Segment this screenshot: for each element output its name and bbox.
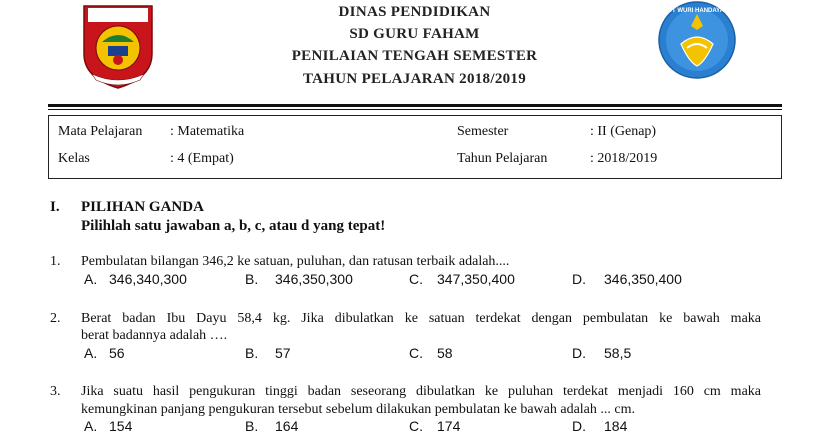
question-3-option-c-letter: C.	[409, 418, 423, 434]
question-1-option-a: 346,340,300	[109, 271, 187, 287]
question-2-option-a-letter: A.	[84, 345, 98, 361]
question-1-option-b: 346,350,300	[275, 271, 353, 287]
question-2-option-d: 58,5	[604, 345, 632, 361]
class-label: Kelas	[58, 151, 90, 166]
question-2-text-line-2: berat badannya adalah ….	[81, 328, 228, 343]
section-number: I.	[50, 199, 60, 215]
question-1-option-a-letter: A.	[84, 271, 98, 287]
question-2-option-c-letter: C.	[409, 345, 423, 361]
question-3-option-d: 184	[604, 418, 628, 434]
section-title: PILIHAN GANDA	[81, 199, 204, 215]
header-rule-thick	[48, 104, 782, 107]
question-1-option-d: 346,350,400	[604, 271, 682, 287]
subject-label: Mata Pelajaran	[58, 124, 143, 139]
question-1-number: 1.	[50, 254, 61, 269]
question-2-option-d-letter: D.	[572, 345, 586, 361]
header-line-1: DINAS PENDIDIKAN	[338, 4, 491, 20]
question-3-option-a-letter: A.	[84, 418, 98, 434]
header-rule-thin	[48, 109, 782, 110]
semester-label: Semester	[457, 124, 509, 139]
header-line-2: SD GURU FAHAM	[349, 26, 480, 42]
year-value: : 2018/2019	[590, 151, 658, 166]
question-3-number: 3.	[50, 384, 61, 399]
info-box	[48, 115, 782, 179]
question-2-option-b-letter: B.	[245, 345, 259, 361]
question-3-option-b: 164	[275, 418, 299, 434]
header-line-3: PENILAIAN TENGAH SEMESTER	[291, 48, 538, 64]
section-instruction: Pilihlah satu jawaban a, b, c, atau d yang tepat!	[81, 218, 386, 234]
question-2-text-line-1: Berat badan Ibu Dayu 58,4 kg. Jika dibulatkan ke satuan terdekat dengan pembulatan ke bawah maka	[81, 311, 761, 326]
header-line-4: TAHUN PELAJARAN 2018/2019	[302, 71, 527, 87]
emblem-text: TUT WURI HANDAYANI	[664, 8, 730, 14]
subject-value: : Matematika	[170, 124, 245, 139]
question-1-text: Pembulatan bilangan 346,2 ke satuan, puluhan, dan ratusan terbaik adalah....	[81, 254, 510, 269]
question-1-option-d-letter: D.	[572, 271, 586, 287]
question-3-option-b-letter: B.	[245, 418, 259, 434]
question-3-text-line-2: kemungkinan panjang pengukuran tersebut sebelum dilakukan pembulatan ke bawah adalah ... cm.	[81, 402, 635, 417]
question-1-option-c: 347,350,400	[437, 271, 515, 287]
question-3-option-c: 174	[437, 418, 461, 434]
question-2-option-c: 58	[437, 345, 453, 361]
question-1-option-b-letter: B.	[245, 271, 259, 287]
question-2-option-a: 56	[109, 345, 125, 361]
question-3-option-a: 154	[109, 418, 133, 434]
question-3-option-d-letter: D.	[572, 418, 586, 434]
question-2-option-b: 57	[275, 345, 291, 361]
class-value: : 4 (Empat)	[170, 151, 234, 166]
question-2-number: 2.	[50, 311, 61, 326]
semester-value: : II (Genap)	[590, 124, 657, 139]
question-3-text-line-1: Jika suatu hasil pengukuran tinggi badan seseorang dibulatkan ke puluhan terdekat menjadi 160 cm maka	[81, 384, 761, 399]
year-label: Tahun Pelajaran	[457, 151, 548, 166]
question-1-option-c-letter: C.	[409, 271, 423, 287]
